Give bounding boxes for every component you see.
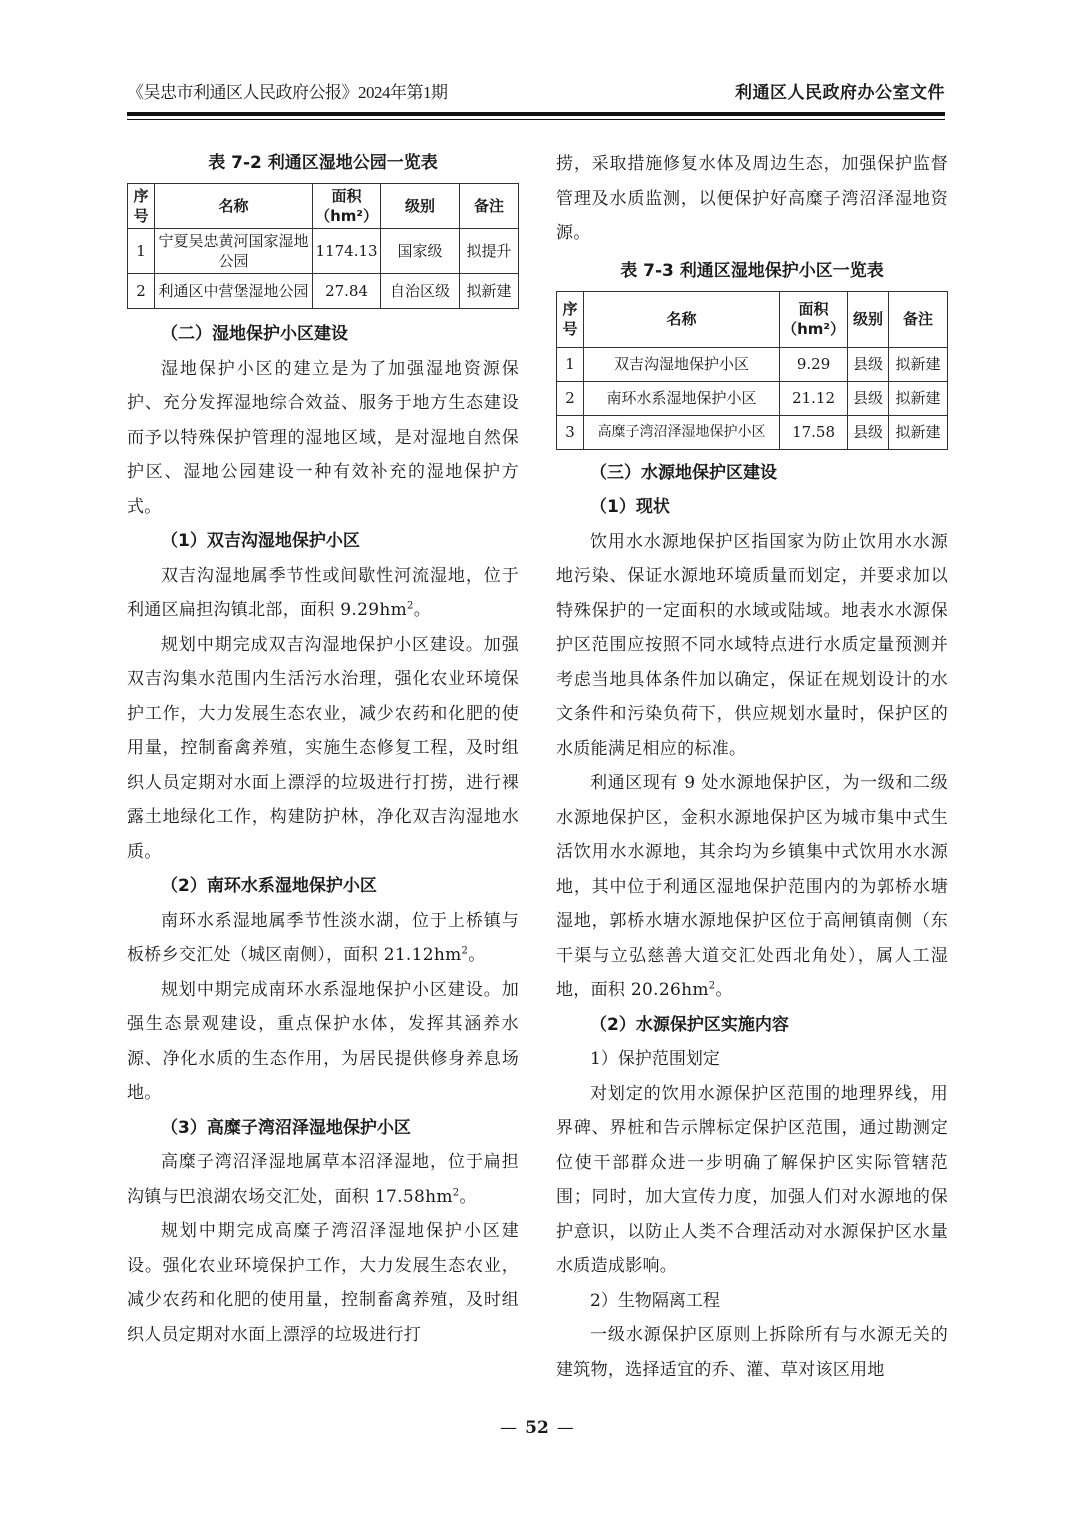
office-document-label: 利通区人民政府办公室文件 (735, 83, 945, 103)
cell-level: 县级 (848, 415, 889, 449)
page-number-footer (0, 1418, 1074, 1438)
cell-remark: 拟提升 (460, 229, 519, 274)
subsection-heading: （1）现状 (590, 497, 670, 517)
cell-area: 9.29 (780, 347, 848, 381)
publication-title: 《吴忠市利通区人民政府公报》2024年第1期 (127, 83, 448, 102)
col-header-area: 面积（hm²） (780, 291, 848, 347)
paragraph: 高糜子湾沼泽湿地属草本沼泽湿地，位于扁担沟镇与巴浪湖农场交汇处，面积 $17.58hm^2$。 (127, 1152, 519, 1207)
col-header-level: 级别 (848, 291, 889, 347)
table-row (557, 415, 948, 449)
cell-remark: 拟新建 (889, 381, 948, 415)
cell-index: 1 (557, 347, 584, 381)
cell-name: 南环水系湿地保护小区 (584, 381, 780, 415)
cell-index: 2 (128, 274, 155, 309)
page-number: 52 (525, 1418, 549, 1438)
paragraph: 湿地保护小区的建立是为了加强湿地资源保护、充分发挥湿地综合效益、服务于地方生态建设而予以特殊保护管理的湿地区域，是对湿地自然保护区、湿地公园建设一种有效补充的湿地保护方式。 (127, 358, 519, 517)
col-header-name: 名称 (584, 291, 780, 347)
item-heading: 1）保护范围划定 (590, 1049, 720, 1069)
subsection-heading: （1）双吉沟湿地保护小区 (161, 531, 360, 551)
cell-remark: 拟新建 (460, 274, 519, 309)
paragraph: 利通区现有 9 处水源地保护区，为一级和二级水源地保护区，金积水源地保护区为城市集中式生活饮用水水源地，其余均为乡镇集中式饮用水水源地，其中位于利通区湿地保护范围内的为郭桥水塘湿地，郭桥水塘水源地保护区位于高闸镇南侧（东干渠与立弘慈善大道交汇处西北角处），属人工湿地，面积 $20.26hm^2$。 (556, 773, 948, 1000)
cell-area: 21.12 (780, 381, 848, 415)
table-7-2-title: 表 7-2 利通区湿地公园一览表 (208, 153, 438, 173)
section-heading: （三）水源地保护区建设 (590, 462, 777, 483)
cell-index: 1 (128, 229, 155, 274)
cell-index: 3 (557, 415, 584, 449)
table-7-2 (127, 183, 519, 309)
cell-name: 高糜子湾沼泽湿地保护小区 (584, 415, 780, 449)
paragraph: 一级水源保护区原则上拆除所有与水源无关的建筑物，选择适宜的乔、灌、草对该区用地 (556, 1325, 948, 1380)
table-row (557, 381, 948, 415)
cell-remark: 拟新建 (889, 347, 948, 381)
table-row (557, 347, 948, 381)
subsection-heading: （2）南环水系湿地保护小区 (161, 876, 377, 896)
col-header-index: 序号 (557, 291, 584, 347)
paragraph-continuation: 捞，采取措施修复水体及周边生态，加强保护监督管理及水质监测，以便保护好高糜子湾沼泽湿地资源。 (556, 154, 948, 243)
cell-area: 17.58 (780, 415, 848, 449)
col-header-area: 面积（hm²） (313, 184, 381, 229)
cell-area: 1174.13 (313, 229, 381, 274)
table-7-3 (556, 291, 948, 450)
cell-index: 2 (557, 381, 584, 415)
cell-level: 县级 (848, 347, 889, 381)
cell-area: 27.84 (313, 274, 381, 309)
cell-remark: 拟新建 (889, 415, 948, 449)
cell-level: 自治区级 (381, 274, 460, 309)
paragraph: 饮用水水源地保护区指国家为防止饮用水水源地污染、保证水源地环境质量而划定，并要求加以特殊保护的一定面积的水域或陆域。地表水水源保护区范围应按照不同水域特点进行水质定量预测并考虑当地具体条件加以确定，保证在规划设计的水文条件和污染负荷下，供应规划水量时，保护区的水质能满足相应的标准。 (556, 531, 948, 759)
subsection-heading: （3）高糜子湾沼泽湿地保护小区 (161, 1117, 411, 1138)
page-header (127, 78, 945, 108)
cell-name: 宁夏吴忠黄河国家湿地公园 (155, 229, 313, 274)
left-column (127, 143, 519, 1352)
table-row (128, 274, 519, 309)
col-header-name: 名称 (155, 184, 313, 229)
table-header-row (557, 291, 948, 347)
cell-level: 国家级 (381, 229, 460, 274)
dash-left: — (500, 1418, 518, 1438)
subsection-heading: （2）水源保护区实施内容 (590, 1014, 789, 1035)
col-header-remark: 备注 (460, 184, 519, 229)
col-header-index: 序号 (128, 184, 155, 229)
item-heading: 2）生物隔离工程 (590, 1290, 720, 1311)
paragraph: 双吉沟湿地属季节性或间歇性河流湿地，位于利通区扁担沟镇北部，面积 $9.29hm^2$。 (127, 565, 519, 620)
section-heading: （二）湿地保护小区建设 (161, 324, 348, 344)
table-7-3-title: 表 7-3 利通区湿地保护小区一览表 (620, 260, 884, 281)
table-header-row (128, 184, 519, 229)
header-rule-thick (127, 112, 945, 116)
col-header-remark: 备注 (889, 291, 948, 347)
right-column (556, 147, 948, 1387)
table-row (128, 229, 519, 274)
paragraph: 规划中期完成双吉沟湿地保护小区建设。加强双吉沟集水范围内生活污水治理，强化农业环境保护工作，大力发展生态农业，减少农药和化肥的使用量，控制畜禽养殖，实施生态修复工程，及时组织人员定期对水面上漂浮的垃圾进行打捞，进行裸露土地绿化工作，构建防护林，净化双吉沟湿地水质。 (127, 634, 519, 862)
col-header-level: 级别 (381, 184, 460, 229)
cell-name: 双吉沟湿地保护小区 (584, 347, 780, 381)
cell-name: 利通区中营堡湿地公园 (155, 274, 313, 309)
paragraph: 对划定的饮用水源保护区范围的地理界线，用界碑、界桩和告示牌标定保护区范围，通过勘测定位使干部群众进一步明确了解保护区实际管辖范围；同时，加大宣传力度，加强人们对水源地的保护意识，以防止人类不合理活动对水源保护区水量水质造成影响。 (556, 1083, 948, 1276)
paragraph: 规划中期完成高糜子湾沼泽湿地保护小区建设。强化农业环境保护工作，大力发展生态农业，减少农药和化肥的使用量，控制畜禽养殖，及时组织人员定期对水面上漂浮的垃圾进行打 (127, 1221, 519, 1345)
cell-level: 县级 (848, 381, 889, 415)
paragraph: 南环水系湿地属季节性淡水湖，位于上桥镇与板桥乡交汇处（城区南侧），面积 $21.12hm^2$。 (127, 910, 519, 965)
paragraph: 规划中期完成南环水系湿地保护小区建设。加强生态景观建设，重点保护水体，发挥其涵养水源、净化水质的生态作用，为居民提供修身养息场地。 (127, 979, 519, 1103)
header-rule-thin (127, 119, 945, 120)
dash-right: — (556, 1418, 574, 1438)
